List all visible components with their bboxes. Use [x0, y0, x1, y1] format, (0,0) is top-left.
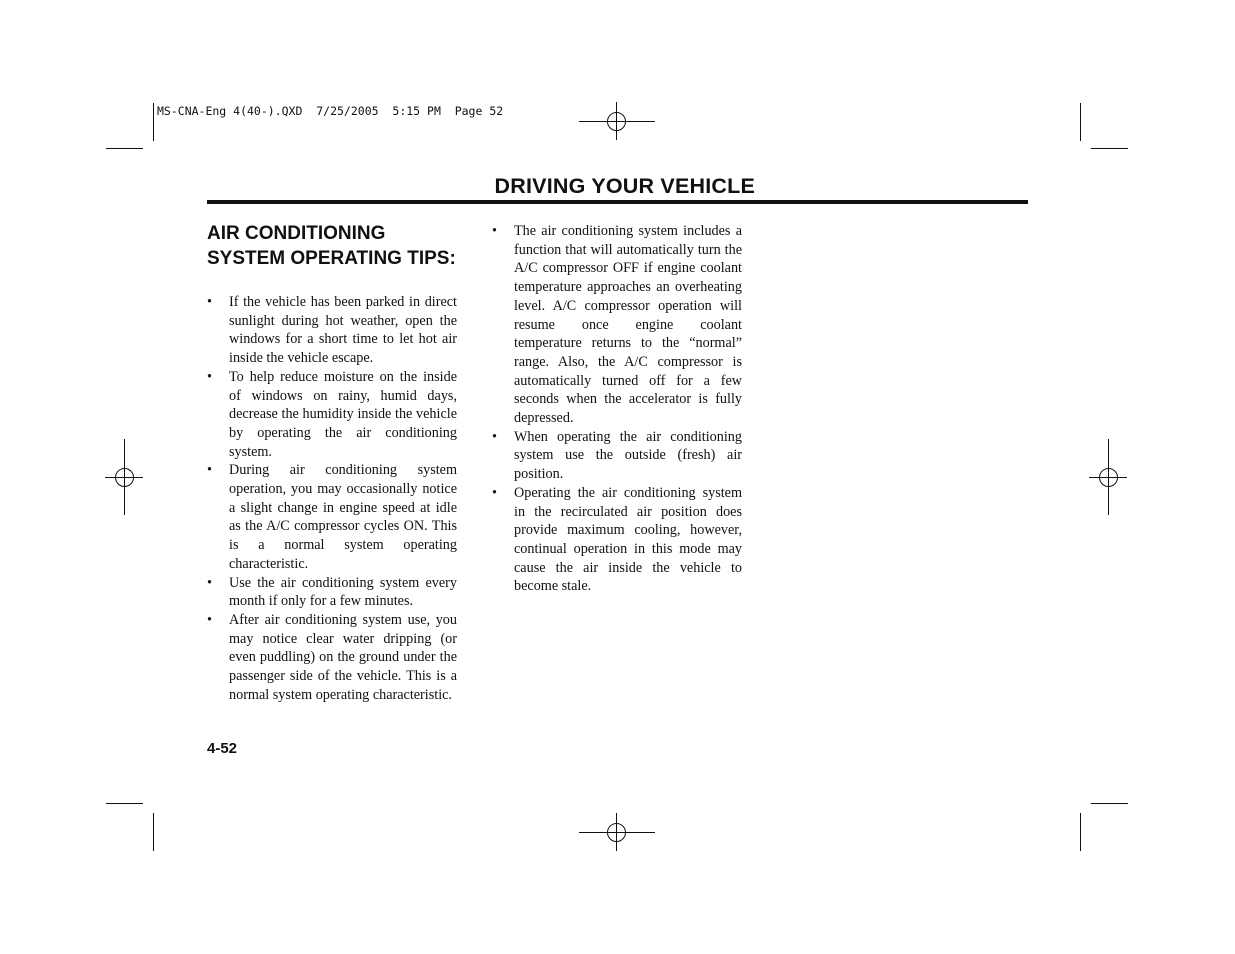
bullet-glyph: • — [492, 223, 497, 239]
crop-mark-top-right-vertical — [1080, 103, 1081, 141]
crop-mark-top-right-horizontal — [1091, 148, 1128, 149]
list-item — [207, 611, 457, 705]
list-item — [207, 293, 457, 368]
list-item-text: When operating the air conditioning system use the outside (fresh) air position. — [514, 428, 742, 483]
list-item — [492, 428, 742, 484]
registration-mark-bottom — [579, 813, 655, 851]
crop-mark-bottom-left-vertical — [153, 813, 154, 851]
left-column-bullet-list — [207, 293, 457, 704]
registration-mark-top — [579, 102, 655, 140]
list-item-text: To help reduce moisture on the inside of windows on rainy, humid days, decrease the humidity inside the vehicle by operating the air conditioning system. — [229, 368, 457, 460]
crop-mark-bottom-right-horizontal — [1091, 803, 1128, 804]
crop-mark-top-left-vertical — [153, 103, 154, 141]
list-item — [492, 484, 742, 596]
list-item-text: During air conditioning system operation, you may occasionally notice a slight change in engine speed at idle as the A/C compressor cycles ON. This is a normal system operating characteristic. — [229, 462, 457, 572]
crop-mark-bottom-left-horizontal — [106, 803, 143, 804]
right-column-bullet-list — [492, 222, 742, 596]
crop-mark-top-left-horizontal — [106, 148, 143, 149]
list-item — [492, 222, 742, 428]
crop-mark-bottom-right-vertical — [1080, 813, 1081, 851]
bullet-glyph: • — [492, 428, 497, 445]
list-item-text: If the vehicle has been parked in direct sunlight during hot weather, open the windows for a short time to let hot air inside the vehicle escape. — [229, 294, 457, 367]
list-item — [207, 368, 457, 462]
list-item-text: After air conditioning system use, you may notice clear water dripping (or even puddling) on the ground under the passenger side of the vehicle. This is a normal system operating characteristic. — [229, 611, 457, 703]
print-slug-line: MS-CNA-Eng 4(40-).QXD 7/25/2005 5:15 PM Page 52 — [157, 104, 504, 118]
list-item — [207, 461, 457, 573]
bullet-glyph: • — [207, 368, 212, 385]
registration-mark-left — [105, 439, 143, 515]
registration-mark-right — [1089, 439, 1127, 515]
chapter-title: DRIVING YOUR VEHICLE — [494, 174, 755, 198]
bullet-glyph: • — [207, 574, 212, 591]
bullet-glyph: • — [207, 462, 212, 479]
bullet-glyph: • — [207, 294, 212, 310]
bullet-glyph: • — [207, 611, 212, 628]
list-item — [207, 574, 457, 611]
list-item-text: Use the air conditioning system every month if only for a few minutes. — [229, 574, 457, 610]
list-item-text: Operating the air conditioning system in the recirculated air position does provide maximum cooling, however, continual operation in this mode may cause the air inside the vehicle to become stale. — [514, 484, 742, 595]
header-rule — [207, 200, 1028, 204]
list-item-text: The air conditioning system includes a function that will automatically turn the A/C compressor OFF if engine coolant temperature approaches an overheating level. A/C compressor operation will resume once engine coolant temperature returns to the “normal” range. Also, the A/C compressor is automatically turned off for a few seconds when the accelerator is fully depressed. — [514, 223, 742, 427]
bullet-glyph: • — [492, 484, 497, 501]
section-heading: AIR CONDITIONING SYSTEM OPERATING TIPS: — [207, 223, 456, 269]
page-number: 4-52 — [207, 740, 238, 757]
